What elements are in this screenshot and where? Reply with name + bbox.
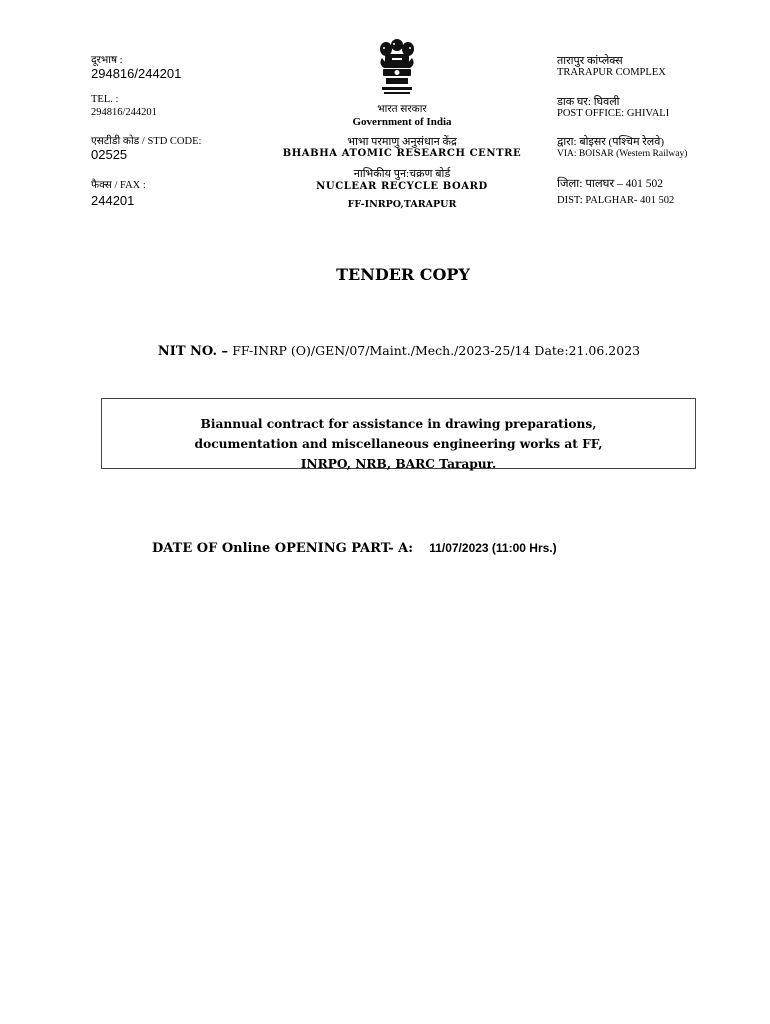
barc-hindi: भाभा परमाणु अनुसंधान केंद्र xyxy=(347,136,457,148)
nit-value: FF-INRP (O)/GEN/07/Maint./Mech./2023-25/14 Date:21.06.2023 xyxy=(232,343,641,358)
nrb-hindi: नाभिकीय पुन:चक्रण बोर्ड xyxy=(353,168,451,180)
subject-box xyxy=(101,398,696,469)
std-code-label: एसटीडी कोड / STD CODE: xyxy=(91,136,202,147)
nit-label: NIT NO. – xyxy=(157,344,229,359)
std-code-value: 02525 xyxy=(91,147,128,162)
tel-label: TEL. : xyxy=(91,94,119,105)
unit-name: FF-INRPO,TARAPUR xyxy=(347,199,457,210)
post-office-english: POST OFFICE: GHIVALI xyxy=(557,108,670,119)
district-english: DIST: PALGHAR- 401 502 xyxy=(557,195,675,206)
opening-date-value: 11/07/2023 (11:00 Hrs.) xyxy=(429,541,557,555)
nrb-english: NUCLEAR RECYCLE BOARD xyxy=(316,181,488,192)
district-hindi: जिला: पालघर – 401 502 xyxy=(557,178,664,190)
fax-label: फैक्स / FAX : xyxy=(91,180,146,191)
nit-line xyxy=(0,343,770,359)
opening-date-line xyxy=(152,541,557,556)
post-office-hindi: डाक घर: घिवली xyxy=(557,96,620,108)
barc-english: BHABHA ATOMIC RESEARCH CENTRE xyxy=(282,148,522,159)
fax-value: 244201 xyxy=(91,193,135,208)
opening-date-label: DATE OF Online OPENING PART- A: xyxy=(152,541,414,556)
state-emblem-icon xyxy=(372,36,422,98)
government-hindi: भारत सरकार xyxy=(377,104,427,115)
subject-line: Biannual contract for assistance in drawing preparations, xyxy=(200,417,597,431)
complex-hindi: तारापुर कांप्लेक्स xyxy=(557,55,623,67)
phone-value: 294816/244201 xyxy=(91,66,182,81)
phone-label-hindi: दूरभाष : xyxy=(91,55,123,66)
via-hindi: द्वारा: बोइसर (पश्चिम रेलवे) xyxy=(557,136,665,148)
document-title: TENDER COPY xyxy=(336,265,470,284)
via-english: VIA: BOISAR (Western Railway) xyxy=(557,149,688,159)
complex-english: TRARAPUR COMPLEX xyxy=(557,67,666,78)
subject-line: documentation and miscellaneous engineering works at FF, xyxy=(194,437,603,451)
government-english: Government of India xyxy=(352,116,452,128)
subject-line: INRPO, NRB, BARC Tarapur. xyxy=(300,457,497,471)
tel-value: 294816/244201 xyxy=(91,107,157,118)
subject-text xyxy=(102,414,695,474)
